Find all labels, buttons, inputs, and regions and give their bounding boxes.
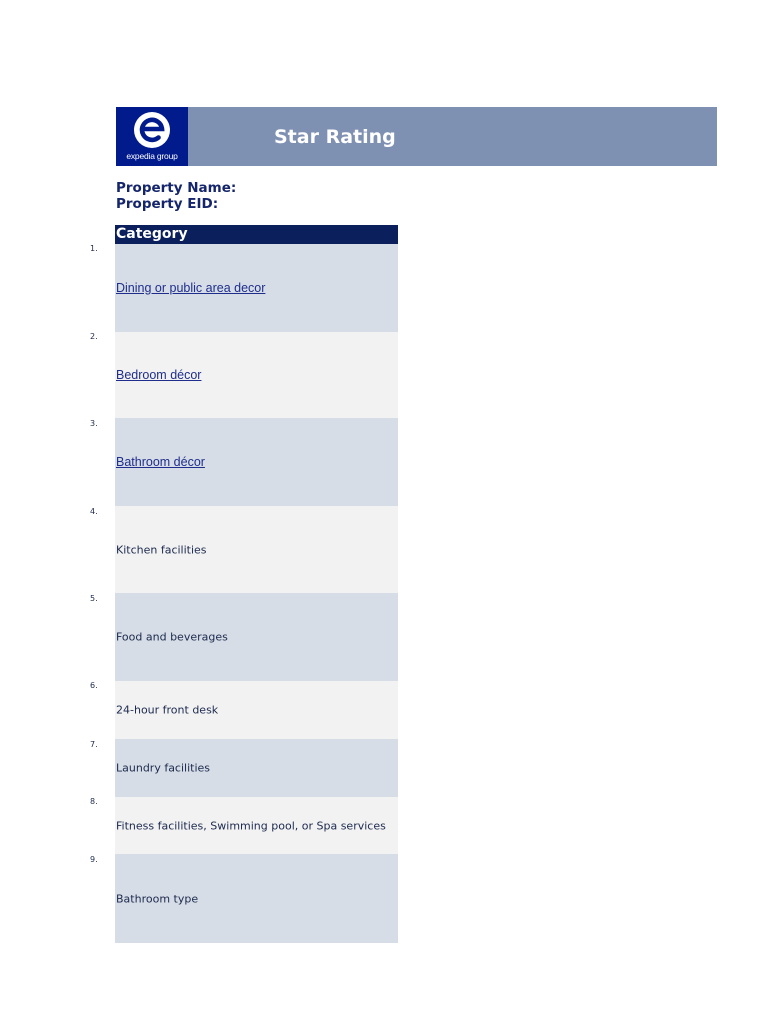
row-number: 5.	[90, 594, 98, 603]
property-eid-label: Property EID:	[116, 196, 219, 212]
category-row-bathroom-type	[115, 854, 398, 943]
row-number: 1.	[90, 244, 98, 253]
expedia-group-logo	[116, 107, 188, 166]
category-label-kitchen: Kitchen facilities	[116, 543, 207, 556]
category-label-fitness: Fitness facilities, Swimming pool, or Spa services	[116, 819, 386, 832]
category-label-front-desk: 24-hour front desk	[116, 703, 219, 717]
row-number: 4.	[90, 507, 98, 516]
row-number: 3.	[90, 419, 98, 428]
row-number: 8.	[90, 797, 98, 806]
category-row-bathroom-decor	[115, 418, 398, 506]
category-link-bedroom[interactable]: Bedroom décor	[116, 368, 202, 382]
row-number: 7.	[90, 740, 98, 749]
header-banner	[188, 107, 717, 166]
category-label-laundry: Laundry facilities	[116, 761, 211, 775]
category-row-food	[115, 593, 398, 681]
category-link-dining[interactable]: Dining or public area decor	[116, 281, 266, 295]
category-row-bedroom	[115, 332, 398, 418]
row-number: 9.	[90, 855, 98, 864]
category-row-kitchen	[115, 506, 398, 593]
category-header	[115, 225, 398, 244]
category-header-label: Category	[116, 226, 188, 242]
category-row-front-desk	[115, 681, 398, 739]
category-label-bathroom-type: Bathroom type	[116, 892, 199, 905]
category-row-fitness	[115, 797, 398, 854]
category-link-bathroom-decor[interactable]: Bathroom décor	[116, 455, 205, 469]
row-number: 6.	[90, 681, 98, 690]
category-label-food: Food and beverages	[116, 630, 228, 644]
page-title: Star Rating	[274, 126, 396, 148]
row-number: 2.	[90, 332, 98, 341]
category-row-dining	[115, 244, 398, 332]
property-name-label: Property Name:	[116, 180, 237, 196]
category-row-laundry	[115, 739, 398, 797]
logo-text: expedia group	[126, 151, 178, 161]
